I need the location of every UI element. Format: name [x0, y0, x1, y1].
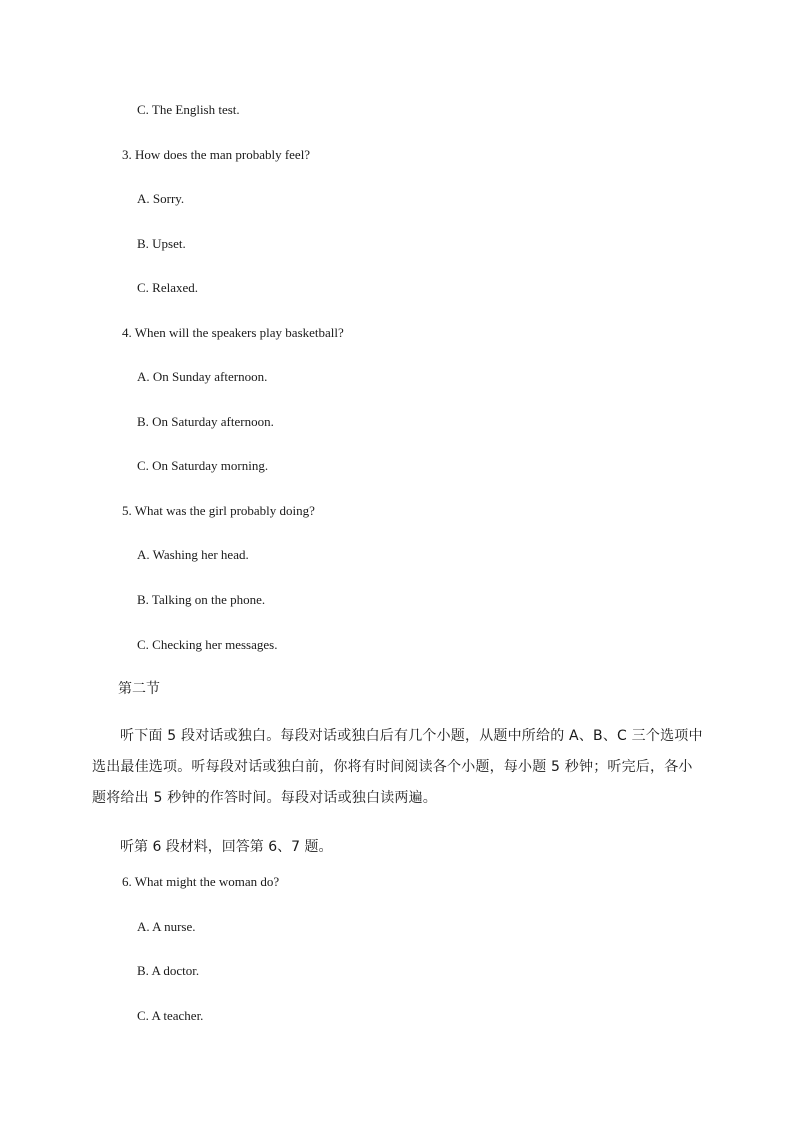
q3-option-c: C. Relaxed. — [137, 280, 199, 295]
section-instructions: 听下面 5 段对话或独白。每段对话或独白后有几个小题，从题中所给的 A、B、C 三个选项中选出最佳选项。听每段对话或独白前，你将有时间阅读各个小题，每小题 5 秒钟；听完后，各小题将给出 5 秒钟的作答时间。每段对话或独白读两遍。 — [92, 728, 703, 806]
q6-option-b: B. A doctor. — [137, 963, 200, 978]
q4-option-c: C. On Saturday morning. — [137, 458, 269, 473]
q5-option-a: A. Washing her head. — [137, 547, 249, 562]
question-5: 5. What was the girl probably doing? — [122, 503, 315, 518]
q5-option-b: B. Talking on the phone. — [137, 592, 266, 607]
q2-option-c: C. The English test. — [137, 102, 240, 117]
q6-option-c: C. A teacher. — [137, 1008, 204, 1023]
q3-option-a: A. Sorry. — [137, 191, 185, 206]
q4-option-a: A. On Sunday afternoon. — [137, 369, 268, 384]
q3-option-b: B. Upset. — [137, 236, 186, 251]
q4-option-b: B. On Saturday afternoon. — [137, 414, 274, 429]
question-4: 4. When will the speakers play basketball? — [122, 325, 344, 340]
question-6: 6. What might the woman do? — [122, 874, 280, 889]
q5-option-c: C. Checking her messages. — [137, 637, 278, 652]
material-6-heading: 听第 6 段材料，回答第 6、7 题。 — [120, 839, 333, 855]
question-3: 3. How does the man probably feel? — [122, 147, 311, 162]
section-heading: 第二节 — [118, 681, 160, 697]
q6-option-a: A. A nurse. — [137, 919, 196, 934]
